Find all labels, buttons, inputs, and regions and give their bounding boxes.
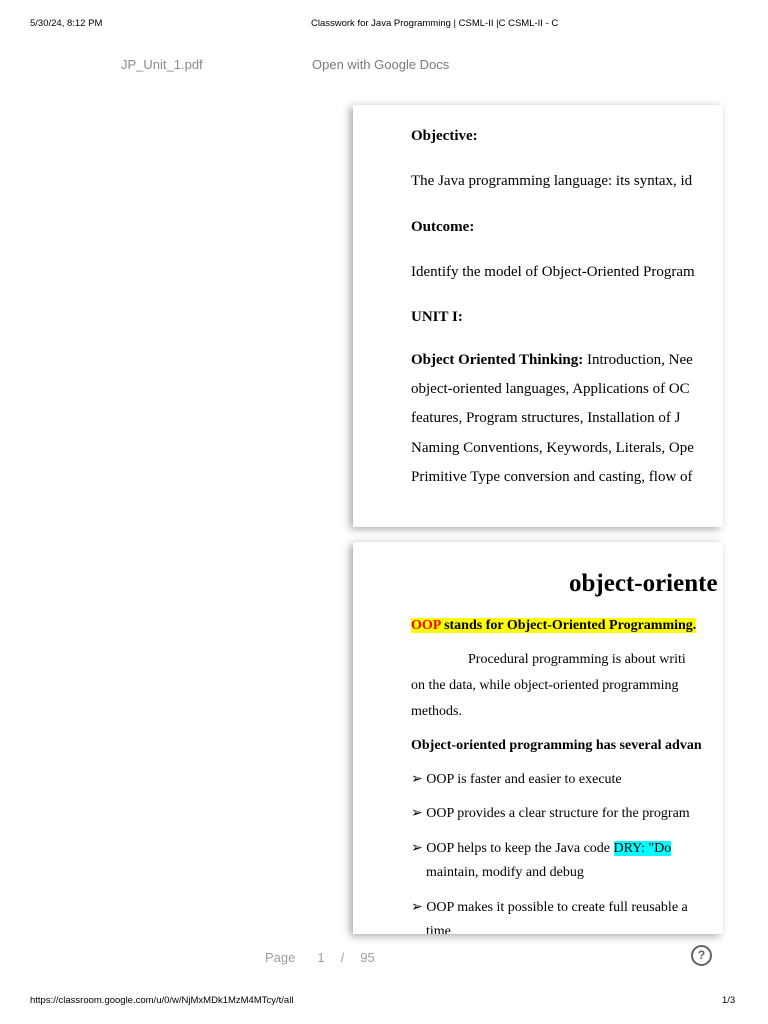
bullet-1 bbox=[411, 771, 622, 788]
bullet-2 bbox=[411, 805, 690, 822]
unit-line-1 bbox=[411, 352, 693, 369]
bullet-4-line-2: time bbox=[426, 924, 451, 934]
bullet-3-text: OOP helps to keep the Java code bbox=[426, 841, 614, 856]
unit-line-3: features, Program structures, Installation of J bbox=[411, 410, 681, 426]
pdf-page-2 bbox=[353, 542, 723, 934]
paragraph-line-2: on the data, while object-oriented programming bbox=[411, 678, 679, 693]
outcome-text: Identify the model of Object-Oriented Program bbox=[411, 264, 695, 280]
bullet-3 bbox=[411, 840, 671, 857]
advantages-heading: Object-oriented programming has several advan bbox=[411, 738, 702, 753]
unit-heading: UNIT I: bbox=[411, 309, 463, 325]
file-name: JP_Unit_1.pdf bbox=[121, 57, 203, 72]
bullet-1-text: OOP is faster and easier to execute bbox=[426, 772, 622, 787]
arrow-bullet-icon: ➢ bbox=[411, 772, 423, 787]
oop-definition-text: stands for Object-Oriented Programming. bbox=[440, 618, 697, 633]
open-with-google-docs-button[interactable]: Open with Google Docs bbox=[312, 57, 450, 72]
unit-line-1-text: Introduction, Nee bbox=[583, 352, 693, 368]
dry-highlight: DRY: "Do bbox=[613, 841, 672, 856]
bullet-2-text: OOP provides a clear structure for the program bbox=[426, 806, 690, 821]
page-total: 95 bbox=[360, 949, 375, 965]
print-page-count: 1/3 bbox=[722, 995, 736, 1006]
help-icon[interactable]: ? bbox=[691, 945, 712, 966]
page-separator: / bbox=[340, 949, 345, 965]
unit-line-4: Naming Conventions, Keywords, Literals, Ope bbox=[411, 440, 694, 456]
paragraph-line-3: methods. bbox=[411, 704, 462, 719]
paragraph-line-1: Procedural programming is about writi bbox=[468, 652, 686, 667]
pdf-page-1 bbox=[353, 105, 723, 527]
page-label: Page bbox=[265, 949, 296, 965]
arrow-bullet-icon: ➢ bbox=[411, 806, 423, 821]
print-datetime: 5/30/24, 8:12 PM bbox=[30, 18, 103, 29]
objective-text: The Java programming language: its syntax, id bbox=[411, 173, 693, 189]
page-number-input[interactable]: 1 bbox=[317, 949, 325, 965]
outcome-heading: Outcome: bbox=[411, 219, 475, 235]
unit-line-2: object-oriented languages, Applications of OC bbox=[411, 381, 690, 397]
page-indicator bbox=[265, 947, 375, 967]
oop-section-heading: object-oriente bbox=[569, 570, 718, 597]
bullet-3-line-2: maintain, modify and debug bbox=[426, 865, 584, 880]
arrow-bullet-icon: ➢ bbox=[411, 841, 423, 856]
oop-acronym: OOP bbox=[411, 618, 441, 633]
print-title: Classwork for Java Programming | CSML-II |C CSML-II - C bbox=[311, 18, 559, 29]
unit-topic-label: Object Oriented Thinking: bbox=[411, 352, 584, 368]
oop-definition bbox=[411, 618, 696, 634]
bullet-4 bbox=[411, 899, 688, 916]
objective-heading: Objective: bbox=[411, 128, 478, 144]
unit-line-5: Primitive Type conversion and casting, flow of bbox=[411, 469, 693, 485]
bullet-4-text: OOP makes it possible to create full reusable a bbox=[426, 900, 688, 915]
print-url: https://classroom.google.com/u/0/w/NjMxMDk1MzM4MTcy/t/all bbox=[30, 995, 294, 1006]
arrow-bullet-icon: ➢ bbox=[411, 900, 423, 915]
